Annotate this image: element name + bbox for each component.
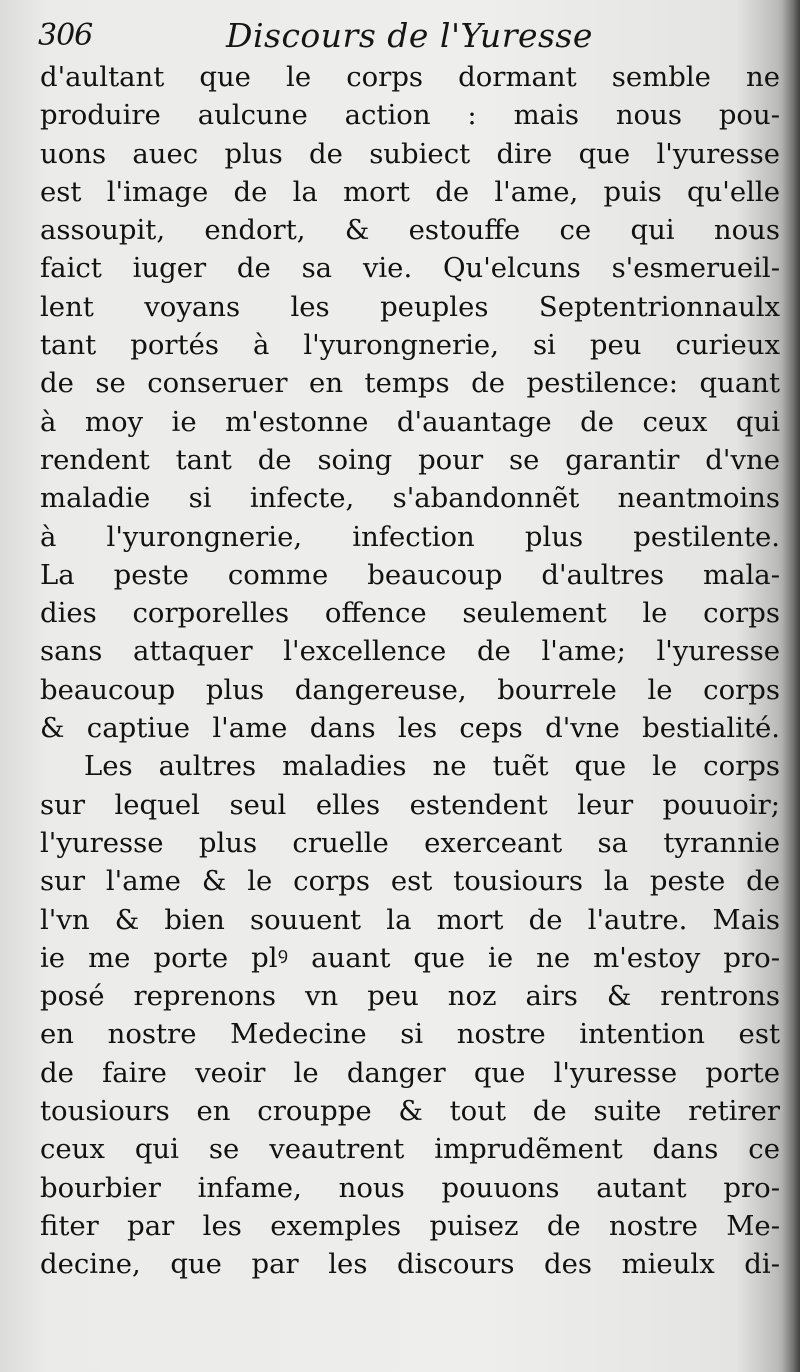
text-line: sans attaquer l'excellence de l'ame; l'yuresse [40, 635, 780, 668]
text-line: lent voyans les peuples Septentrionnaulx [40, 290, 780, 323]
page-gutter-shadow [782, 0, 800, 1372]
text-line: decine, que par les discours des mieulx di- [40, 1248, 780, 1281]
text-line: à moy ie m'estonne d'auantage de ceux qui [40, 405, 780, 438]
text-line-paragraph-start: Les aultres maladies ne tuẽt que le corps [84, 750, 780, 783]
page-number: 306 [38, 18, 93, 53]
text-line: sur l'ame & le corps est tousiours la peste de [40, 865, 780, 898]
text-line: l'vn & bien souuent la mort de l'autre. Mais [40, 903, 780, 936]
text-line: maladie si infecte, s'abandonnẽt neantmoins [40, 482, 780, 515]
text-line: bourbier infame, nous pouuons autant pro- [40, 1171, 780, 1204]
text-line: La peste comme beaucoup d'aultres mala- [40, 558, 780, 591]
text-line: posé reprenons vn peu noz airs & rentrons [40, 980, 780, 1013]
text-line: de se conseruer en temps de pestilence: quant [40, 367, 780, 400]
text-line: fiter par les exemples puisez de nostre Me- [40, 1209, 780, 1242]
text-line: ceux qui se veautrent imprudẽment dans ce [40, 1133, 780, 1166]
page-header [38, 16, 778, 60]
running-title: Discours de l'Yuresse [226, 16, 593, 55]
text-line: & captiue l'ame dans les ceps d'vne bestialité. [40, 712, 780, 745]
body-text [40, 58, 780, 1284]
text-line: est l'image de la mort de l'ame, puis qu'elle [40, 175, 780, 208]
text-line: à l'yurongnerie, infection plus pestilente. [40, 520, 780, 553]
text-line: tant portés à l'yurongnerie, si peu curieux [40, 329, 780, 362]
text-line: ie me porte plꝰ auant que ie ne m'estoy pro- [40, 941, 780, 974]
text-line: produire aulcune action : mais nous pou- [40, 99, 780, 132]
text-line: beaucoup plus dangereuse, bourrele le corps [40, 673, 780, 706]
text-line: uons auec plus de subiect dire que l'yuresse [40, 137, 780, 170]
text-line: tousiours en crouppe & tout de suite retirer [40, 1095, 780, 1128]
text-line: faict iuger de sa vie. Qu'elcuns s'esmerueil- [40, 252, 780, 285]
text-line: en nostre Medecine si nostre intention est [40, 1018, 780, 1051]
text-line: rendent tant de soing pour se garantir d'vne [40, 443, 780, 476]
text-line: sur lequel seul elles estendent leur pouuoir; [40, 788, 780, 821]
text-line: d'aultant que le corps dormant semble ne [40, 61, 780, 93]
text-line: dies corporelles offence seulement le corps [40, 597, 780, 630]
text-line: assoupit, endort, & estouffe ce qui nous [40, 214, 780, 247]
text-line: de faire veoir le danger que l'yuresse porte [40, 1056, 780, 1089]
text-line: l'yuresse plus cruelle exerceant sa tyrannie [40, 826, 780, 859]
